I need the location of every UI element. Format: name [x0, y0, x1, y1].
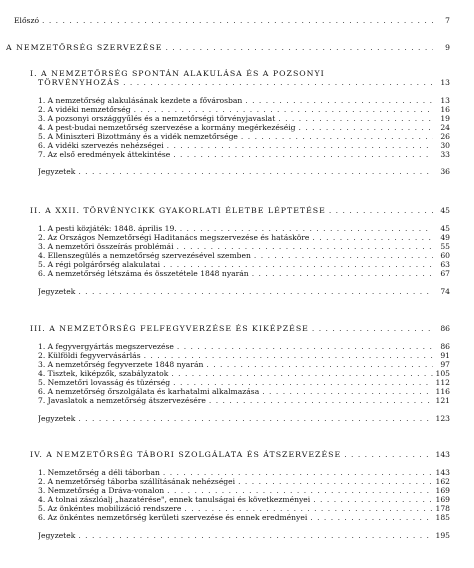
chapter-4-title [30, 450, 450, 459]
chapter-4-page: 143 [435, 450, 450, 459]
toc-notes-page: 195 [435, 531, 450, 540]
leader-dots [312, 324, 433, 333]
toc-item-page: 19 [440, 114, 450, 123]
toc-item [38, 351, 450, 360]
leader-dots [252, 269, 433, 278]
leader-dots [278, 114, 433, 123]
leader-dots [144, 351, 433, 360]
leader-dots [245, 96, 433, 105]
leader-dots [163, 260, 433, 269]
toc-item-label: 7. Az első eredmények áttekintése [38, 150, 171, 159]
toc-item-label: 6. Az önkéntes nemzetőrség kerületi szervezése és ennek eredményei [38, 513, 308, 522]
toc-item-label: 1. A nemzetőrség alakulásának kezdete a fővárosban [38, 96, 243, 105]
toc-item-label: 3. Nemzetőrség a Dráva-vonalon [38, 486, 165, 495]
toc-item-page: 63 [440, 260, 450, 269]
toc-notes-page: 36 [440, 167, 450, 176]
toc-item-page: 169 [435, 495, 450, 504]
toc-notes-label: Jegyzetek [38, 414, 76, 423]
toc-item-page: 67 [440, 269, 450, 278]
leader-dots [78, 531, 432, 540]
toc-item-label: 3. A nemzetőri összeírás problémái [38, 242, 174, 251]
toc-item-page: 49 [440, 233, 450, 242]
toc-item-label: 2. A vidéki nemzetőrség [38, 105, 131, 114]
toc-item-label: 5. A régi polgárőrség alakulatai [38, 260, 161, 269]
toc-item-label: 6. A nemzetőrség létszáma és összetétele 1848 nyarán [38, 269, 249, 278]
toc-item-label: 1. A pesti közjáték: 1848. április 19. [38, 224, 177, 233]
toc-item [38, 114, 450, 123]
chapter-2-title [30, 206, 450, 215]
toc-item-page: 169 [435, 486, 450, 495]
leader-dots [312, 233, 433, 242]
leader-dots [177, 242, 434, 251]
toc-item-label: 4. A tolnai zászlóalj „hazatérése", ennek tanulságai és következményei [38, 495, 311, 504]
toc-item [38, 342, 450, 351]
toc-item-page: 86 [440, 342, 450, 351]
toc-item-label: 2. Az Országos Nemzetőrségi Haditanács megszervezése és hatásköre [38, 233, 310, 242]
toc-item [38, 369, 450, 378]
toc-item [38, 123, 450, 132]
chapter-1-page: 13 [440, 78, 450, 87]
toc-item [38, 477, 450, 486]
toc-item-label: 6. A vidéki szervezés nehézségei [38, 141, 164, 150]
leader-dots [241, 132, 433, 141]
toc-item-label: 3. A pozsonyi országgyűlés és a nemzetőrségi törvényjavaslat [38, 114, 276, 123]
toc-notes-label: Jegyzetek [38, 531, 76, 540]
toc-item-page: 13 [440, 96, 450, 105]
leader-dots [209, 396, 433, 405]
toc-item [38, 513, 450, 522]
toc-notes [38, 287, 450, 296]
leader-dots [167, 486, 432, 495]
toc-item [38, 260, 450, 269]
toc-notes-page: 123 [435, 414, 450, 423]
chapter-3-title-text: III. A NEMZETŐRSÉG FELFEGYVERZÉSE ÉS KIKÉPZÉSE [30, 324, 309, 333]
toc-item-page: 60 [440, 251, 450, 260]
toc-item-page: 26 [440, 132, 450, 141]
toc-item-page: 24 [440, 123, 450, 132]
leader-dots [163, 468, 433, 477]
toc-item [38, 468, 450, 477]
toc-notes-page: 74 [440, 287, 450, 296]
toc-item-label: 4. A pest-budai nemzetőrség szervezése a kormány megérkezéséig [38, 123, 296, 132]
chapter-2-page: 45 [440, 206, 450, 215]
toc-item-label: 6. A nemzetőrség őrszolgálata és karhatalmi alkalmazása [38, 387, 260, 396]
toc-item-page: 33 [440, 150, 450, 159]
toc-item-page: 91 [440, 351, 450, 360]
toc-item-page: 185 [435, 513, 450, 522]
toc-item-page: 121 [435, 396, 450, 405]
toc-item [38, 269, 450, 278]
toc-item [38, 396, 450, 405]
leader-dots [206, 360, 433, 369]
toc-item [38, 224, 450, 233]
toc-item-page: 162 [435, 477, 450, 486]
toc-item [38, 495, 450, 504]
toc-item [38, 360, 450, 369]
toc-item-page: 178 [435, 504, 450, 513]
toc-notes [38, 531, 450, 540]
toc-item [38, 233, 450, 242]
toc-item [38, 378, 450, 387]
toc-part-heading [6, 43, 450, 52]
leader-dots [310, 513, 432, 522]
toc-item-page: 143 [435, 468, 450, 477]
leader-dots [134, 105, 433, 114]
toc-notes [38, 414, 450, 423]
chapter-3-title [30, 324, 450, 333]
toc-item-label: 2. A nemzetőrség táborba szállításának nehézségei [38, 477, 236, 486]
toc-item-label: 1. Nemzetőrség a déli táborban [38, 468, 160, 477]
leader-dots [262, 387, 432, 396]
toc-item [38, 96, 450, 105]
toc-item-page: 30 [440, 141, 450, 150]
toc-entry-preface [14, 16, 450, 25]
toc-item-label: 7. Javaslatok a nemzetőrség átszervezésére [38, 396, 206, 405]
toc-item [38, 242, 450, 251]
toc-entry-page: 7 [445, 16, 450, 25]
toc-item-page: 55 [440, 242, 450, 251]
toc-item-label: 5. Nemzetőri lovasság és tüzérség [38, 378, 171, 387]
chapter-3-page: 86 [440, 324, 450, 333]
toc-item [38, 486, 450, 495]
leader-dots [78, 167, 433, 176]
leader-dots [344, 450, 432, 459]
leader-dots [171, 369, 432, 378]
chapter-2-title-text: II. A XXII. TÖRVÉNYCIKK GYAKORLATI ÉLETBE LÉPTETÉSE [30, 206, 326, 215]
toc-item-page: 112 [435, 378, 450, 387]
leader-dots [180, 224, 433, 233]
toc-part-label: A NEMZETŐRSÉG SZERVEZÉSE [6, 43, 163, 52]
leader-dots [313, 495, 432, 504]
toc-item [38, 387, 450, 396]
leader-dots [329, 206, 433, 215]
leader-dots [78, 287, 433, 296]
chapter-1-title-line-1: I. A NEMZETŐRSÉG SPONTÁN ALAKULÁSA ÉS A POZSONYI [30, 69, 325, 78]
toc-notes-label: Jegyzetek [38, 287, 76, 296]
leader-dots [173, 150, 433, 159]
toc-item-page: 105 [435, 369, 450, 378]
leader-dots [173, 378, 432, 387]
leader-dots [177, 342, 433, 351]
toc-item-label: 5. A Miniszteri Bizottmány és a vidék nemzetőrsége [38, 132, 238, 141]
toc-item [38, 251, 450, 260]
leader-dots [184, 504, 432, 513]
leader-dots [123, 78, 433, 87]
toc-item-label: 4. Tisztek, kiképzők, szabályzatok [38, 369, 169, 378]
toc-entry-label: Előszó [14, 16, 40, 25]
toc-item-page: 45 [440, 224, 450, 233]
leader-dots [238, 477, 432, 486]
chapter-1-title-cont: TÖRVÉNYHOZÁS [38, 78, 121, 87]
leader-dots [42, 16, 433, 25]
toc-item-label: 4. Ellenszegülés a nemzetőrség szervezésével szemben [38, 251, 251, 260]
leader-dots [254, 251, 433, 260]
leader-dots [78, 414, 432, 423]
toc-item-page: 16 [440, 105, 450, 114]
toc-item [38, 504, 450, 513]
toc-notes [38, 167, 450, 176]
leader-dots [167, 141, 433, 150]
toc-item-label: 2. Külföldi fegyvervásárlás [38, 351, 141, 360]
toc-item-label: 5. Az önkéntes mobilizáció rendszere [38, 504, 182, 513]
toc-item [38, 141, 450, 150]
toc-item-label: 3. A nemzetőrség fegyverzete 1848 nyarán [38, 360, 204, 369]
toc-notes-label: Jegyzetek [38, 167, 76, 176]
toc-part-page: 9 [445, 43, 450, 52]
chapter-4-title-text: IV. A NEMZETŐRSÉG TÁBORI SZOLGÁLATA ÉS ÁTSZERVEZÉSE [30, 450, 342, 459]
leader-dots [299, 123, 433, 132]
toc-item-page: 116 [435, 387, 450, 396]
chapter-1-title-line-2 [38, 78, 450, 87]
toc-item-label: 1. A fegyvergyártás megszervezése [38, 342, 174, 351]
toc-item-page: 97 [440, 360, 450, 369]
toc-item [38, 132, 450, 141]
leader-dots [165, 43, 433, 52]
toc-item [38, 150, 450, 159]
toc-item [38, 105, 450, 114]
